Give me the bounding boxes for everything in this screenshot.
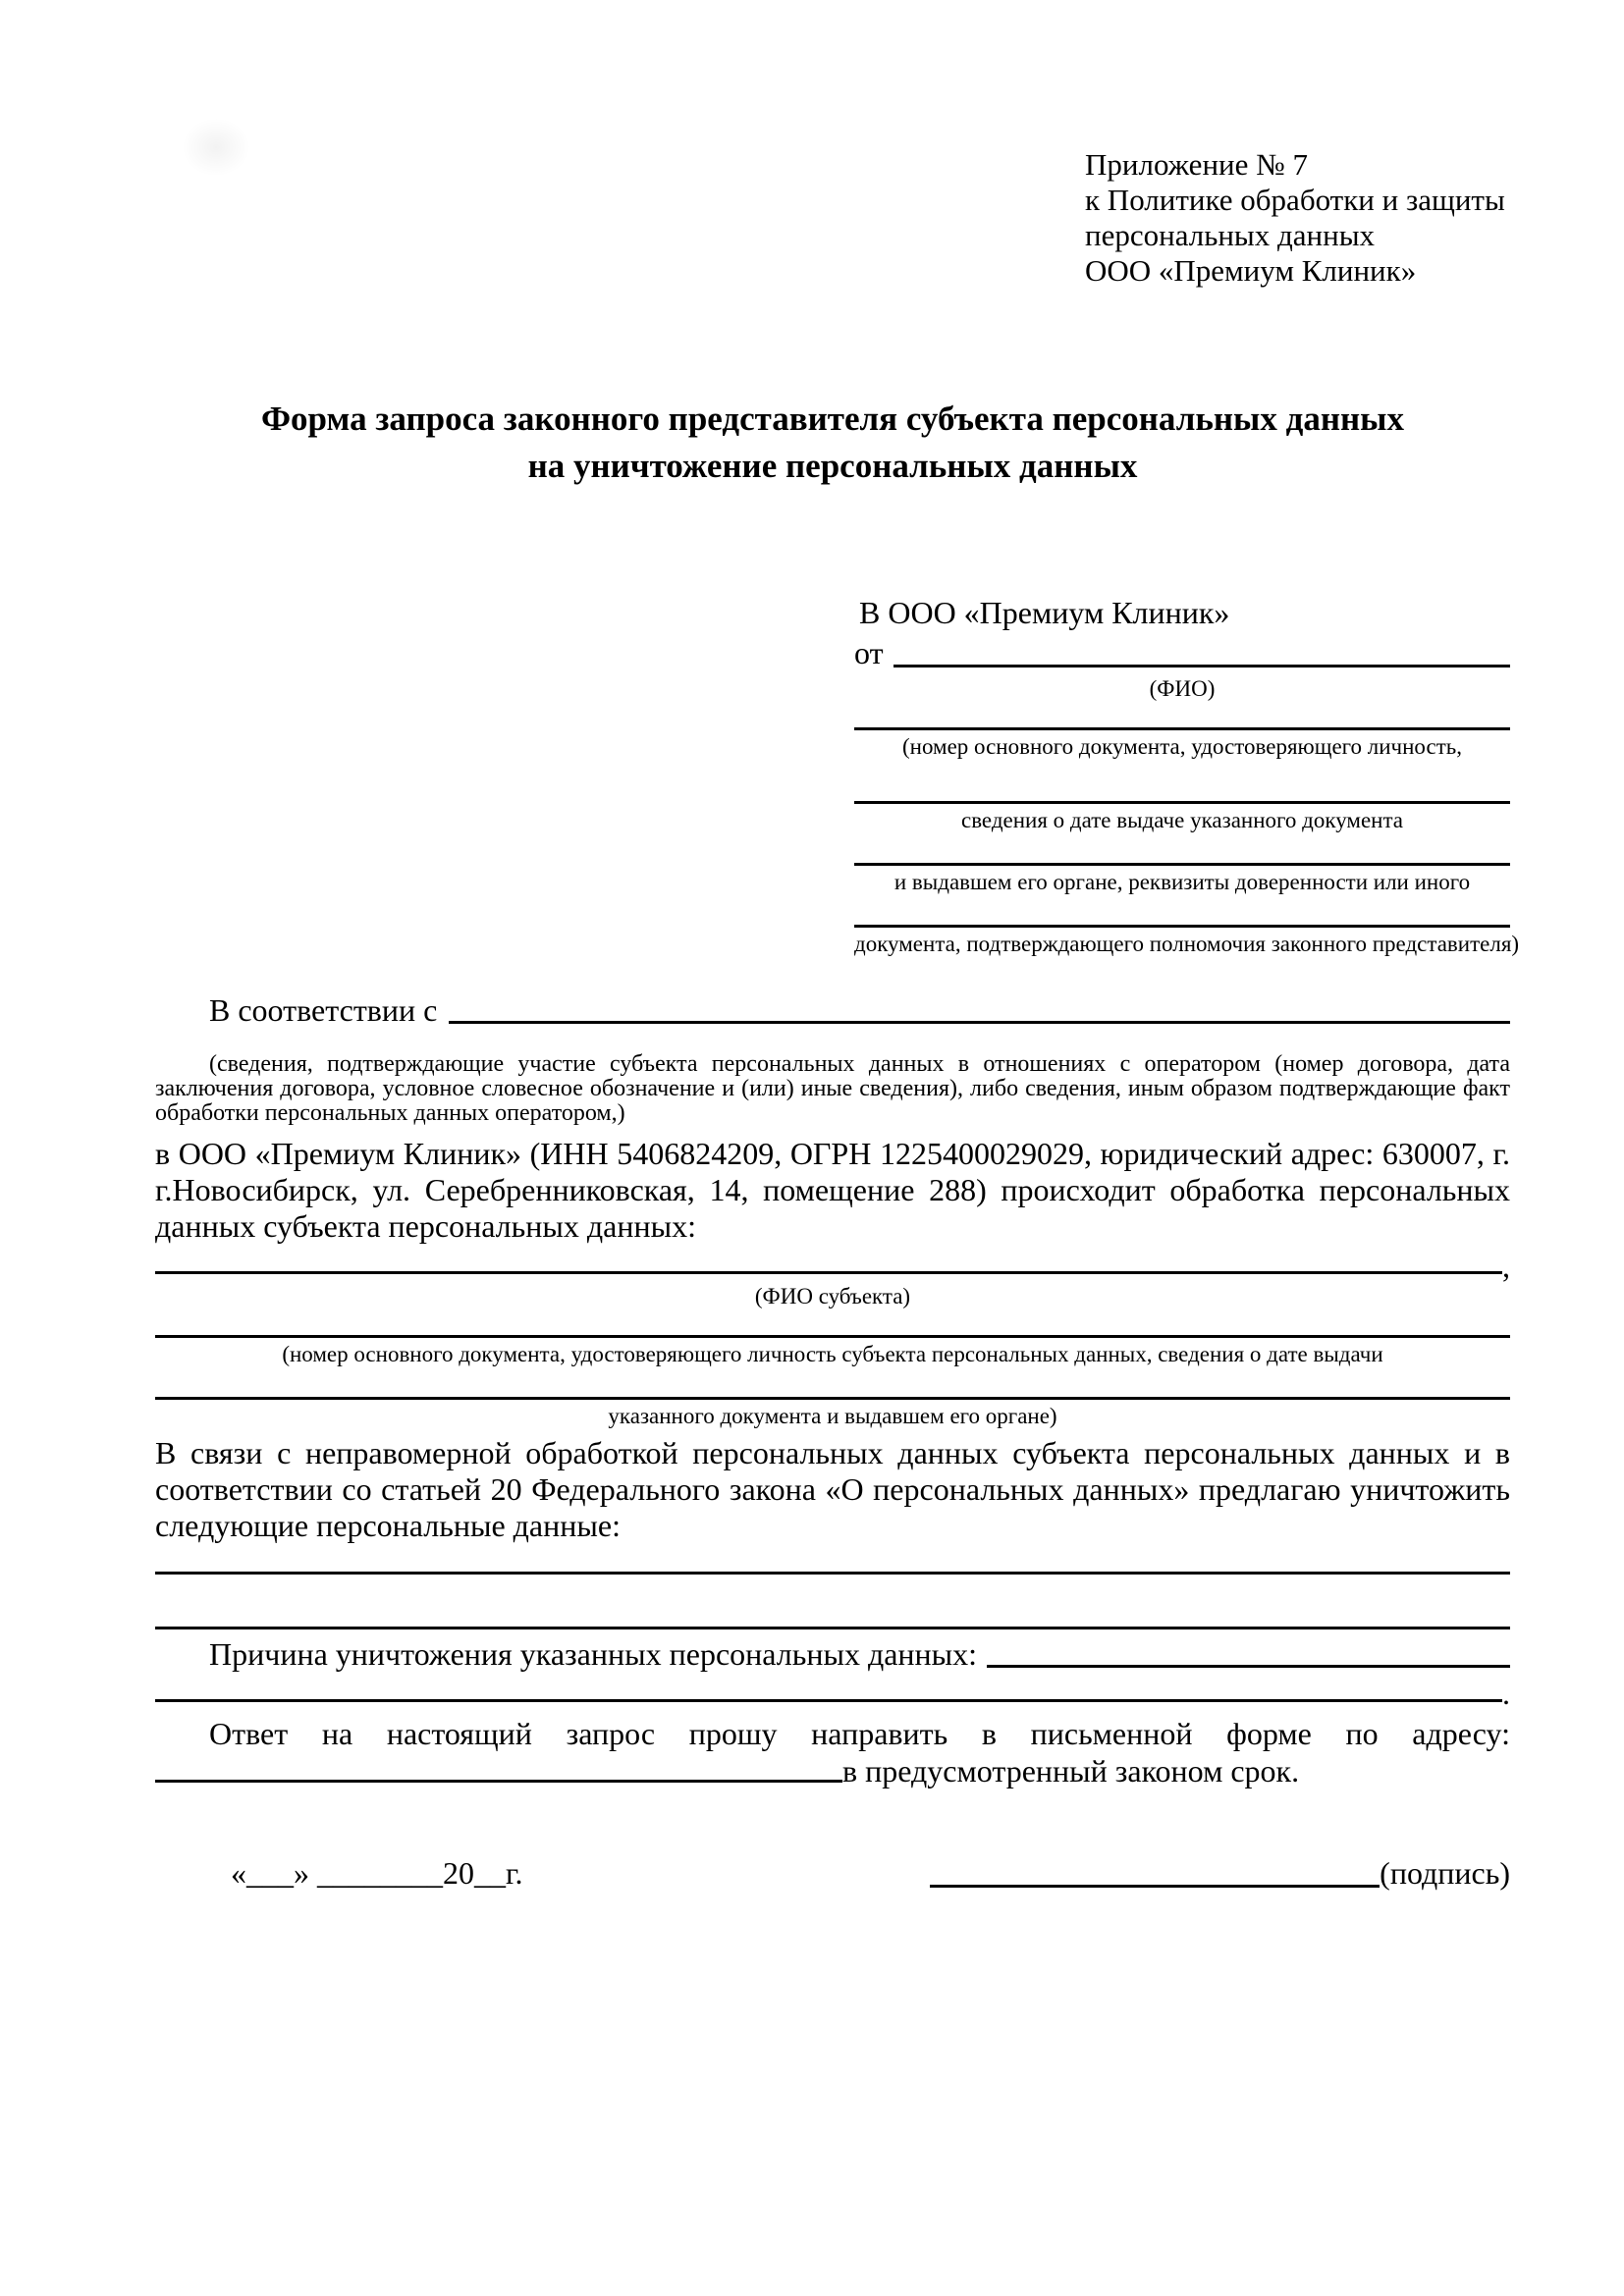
signature-blank-line xyxy=(930,1853,1380,1888)
subject-fio-caption: (ФИО субъекта) xyxy=(754,1284,911,1308)
response-paragraph: Ответ на настоящий запрос прошу направить в письменной форме по адресу: xyxy=(209,1716,1510,1751)
document-title xyxy=(155,396,1510,490)
signature-block xyxy=(930,1853,1510,1893)
accordance-label: В соответствии с xyxy=(209,992,438,1028)
subject-document-field xyxy=(155,1335,1510,1367)
subject-fio-row xyxy=(155,1249,1510,1284)
issue-date-field xyxy=(854,801,1510,833)
reason-blank-line xyxy=(987,1635,1510,1668)
scan-artifact xyxy=(182,118,250,177)
representative-document-field xyxy=(854,727,1510,760)
from-label: от xyxy=(854,635,884,670)
personal-data-blank-line-1 xyxy=(155,1572,1510,1575)
document-number-caption: (номер основного документа, удостоверяющего личность, xyxy=(901,734,1462,759)
document-body xyxy=(155,982,1510,1789)
subject-document-caption-bottom: указанного документа и выдавшем его органе) xyxy=(608,1404,1057,1428)
issuing-authority-field xyxy=(854,863,1510,895)
from-row xyxy=(854,633,1510,672)
reason-row xyxy=(155,1635,1510,1673)
header-line-appendix: Приложение № 7 xyxy=(1085,147,1308,182)
header-line-personal-data: персональных данных xyxy=(1085,218,1376,252)
authority-document-field xyxy=(854,925,1520,957)
authority-document-caption: документа, подтверждающего полномочия законного представителя) xyxy=(854,932,1520,956)
signature-caption: (подпись) xyxy=(1380,1855,1510,1891)
subject-fio-blank-line xyxy=(155,1253,1502,1274)
address-blank-line xyxy=(155,1756,842,1783)
reason-line-period: . xyxy=(1502,1676,1510,1711)
issuing-authority-caption: и выдавшем его органе, реквизиты доверенности или иного xyxy=(893,870,1471,894)
document-header xyxy=(1085,147,1505,289)
header-line-policy: к Политике обработки и защиты xyxy=(1085,183,1505,217)
demand-paragraph: В связи с неправомерной обработкой персональных данных субъекта персональных данных и в соответствии со статьей 20 Федерального закона «О персональных данных» предлагаю уничтожить следующие персональные данные: xyxy=(155,1435,1510,1543)
accordance-note: (сведения, подтверждающие участие субъекта персональных данных в отношениях с оператором (номер договора, дата заключения договора, условное словесное обозначение и (или) иные сведения), либо сведения, иным образом подтверждающие факт обработки персональных данных оператором,) xyxy=(155,1051,1510,1126)
header-line-org: ООО «Премиум Клиник» xyxy=(1085,253,1417,288)
reason-blank-line-2 xyxy=(155,1679,1502,1702)
operator-paragraph: в ООО «Премиум Клиник» (ИНН 5406824209, ОГРН 1225400029029, юридический адрес: 630007, г. г.Новосибирск, ул. Серебренниковская, 14, помещение 288) происходит обработка персональных данных субъекта персональных данных: xyxy=(155,1136,1510,1244)
reason-continuation-row xyxy=(155,1676,1510,1711)
signature-date-row xyxy=(155,1853,1510,1893)
issue-date-caption: сведения о дате выдаче указанного документа xyxy=(960,808,1404,832)
response-suffix: в предусмотренный законом срок. xyxy=(842,1753,1300,1789)
personal-data-blank-line-2 xyxy=(155,1627,1510,1629)
addressee-block xyxy=(854,594,1520,957)
title-line-1: Форма запроса законного представителя субъекта персональных данных xyxy=(261,400,1404,438)
subject-line-comma: , xyxy=(1502,1249,1510,1284)
fio-caption: (ФИО) xyxy=(1149,676,1216,701)
subject-document-caption-top: (номер основного документа, удостоверяющего личность субъекта персональных данных, сведения о дате выдачи xyxy=(282,1342,1383,1366)
reason-label: Причина уничтожения указанных персональных данных: xyxy=(209,1636,978,1672)
addressee-org: В ООО «Премиум Клиник» xyxy=(859,595,1230,630)
representative-fio-blank-line xyxy=(893,633,1510,667)
subject-document-field-2 xyxy=(155,1397,1510,1429)
accordance-row xyxy=(155,991,1510,1029)
response-address-row xyxy=(155,1753,1510,1789)
date-line: «___» ________20__г. xyxy=(231,1855,523,1891)
accordance-blank-line xyxy=(449,991,1510,1024)
title-line-2: на уничтожение персональных данных xyxy=(527,447,1138,485)
